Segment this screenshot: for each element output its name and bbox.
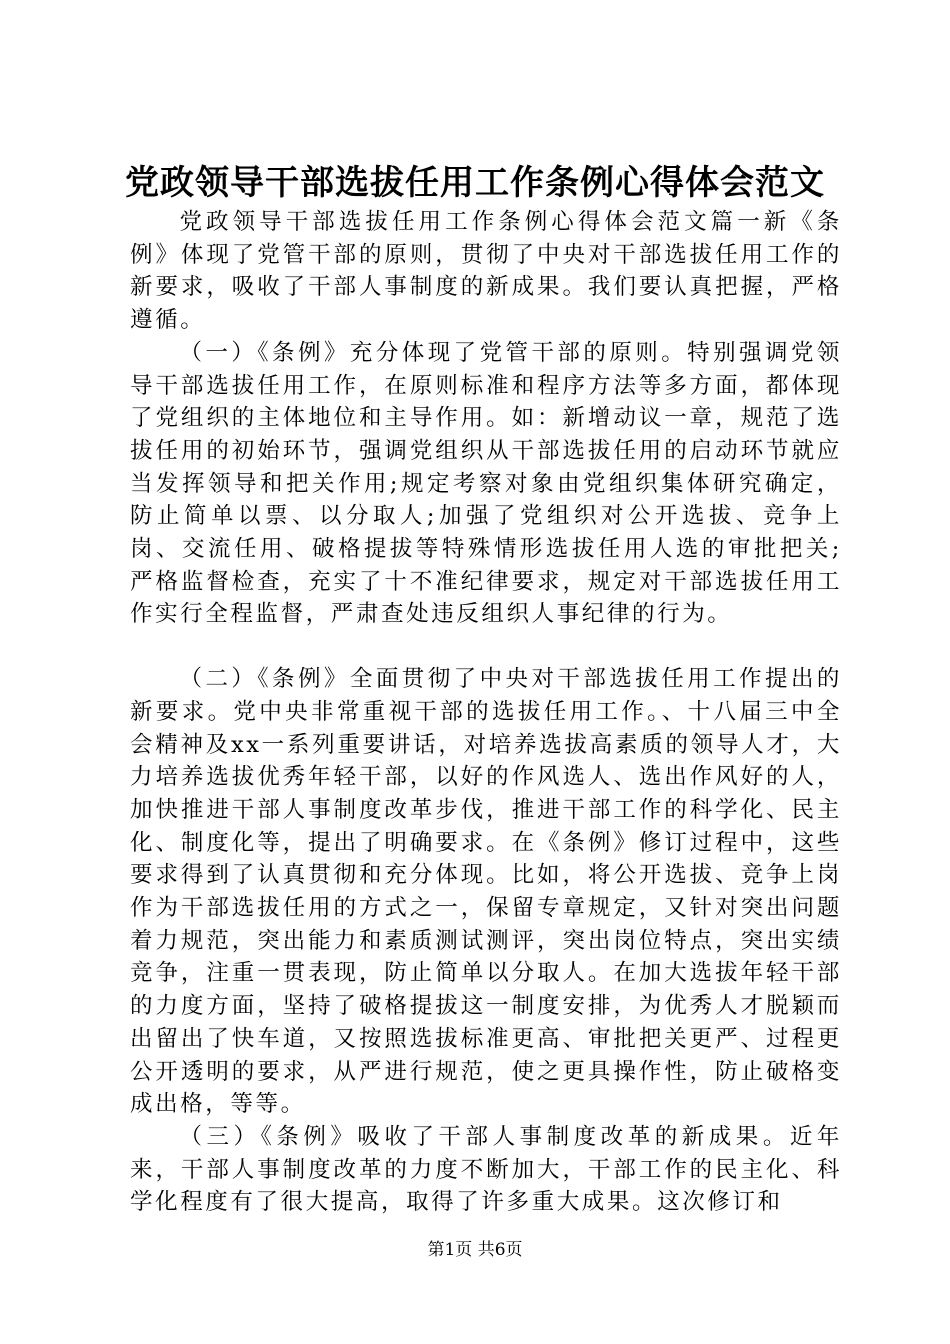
paragraph-section-2: （二）《条例》全面贯彻了中央对干部选拔任用工作提出的新要求。党中央非常重视干部的选拔任用工作。、十八届三中全会精神及xx一系列重要讲话，对培养选拔高素质的领导人才，大力培养选拔优秀年轻干部，以好的作风选人、选出作风好的人，加快推进干部人事制度改革步伐，推进干部工作的科学化、民主化、制度化等，提出了明确要求。在《条例》修订过程中，这些要求得到了认真贯彻和充分体现。比如，将公开选拔、竞争上岗作为干部选拔任用的方式之一，保留专章规定，又针对突出问题着力规范，突出能力和素质测试测评，突出岗位特点，突出实绩竞争，注重一贯表现，防止简单以分取人。在加大选拔年轻干部的力度方面，坚持了破格提拔这一制度安排，为优秀人才脱颖而出留出了快车道，又按照选拔标准更高、审批把关更严、过程更公开透明的要求，从严进行规范，使之更具操作性，防止破格变成出格，等等。 bbox=[130, 666, 842, 1118]
document-title: 党政领导干部选拔任用工作条例心得体会范文 bbox=[125, 163, 825, 203]
document-body bbox=[130, 206, 842, 1219]
paragraph-section-3: （三）《条例》吸收了干部人事制度改革的新成果。近年来，干部人事制度改革的力度不断加大，干部工作的民主化、科学化程度有了很大提高，取得了许多重大成果。这次修订和 bbox=[130, 1123, 842, 1216]
page-number-footer: 第1页 共6页 bbox=[427, 1240, 523, 1260]
paragraph-section-1: （一）《条例》充分体现了党管干部的原则。特别强调党领导干部选拔任用工作，在原则标准和程序方法等多方面，都体现了党组织的主体地位和主导作用。如：新增动议一章，规范了选拔任用的初始环节，强调党组织从干部选拔任用的启动环节就应当发挥领导和把关作用;规定考察对象由党组织集体研究确定，防止简单以票、以分取人;加强了党组织对公开选拔、竞争上岗、交流任用、破格提拔等特殊情形选拔任用人选的审批把关;严格监督检查，充实了十不准纪律要求，规定对干部选拔任用工作实行全程监督，严肃查处违反组织人事纪律的行为。 bbox=[130, 339, 842, 628]
paragraph-intro: 党政领导干部选拔任用工作条例心得体会范文篇一新《条例》体现了党管干部的原则，贯彻了中央对干部选拔任用工作的新要求，吸收了干部人事制度的新成果。我们要认真把握，严格遵循。 bbox=[130, 209, 842, 334]
